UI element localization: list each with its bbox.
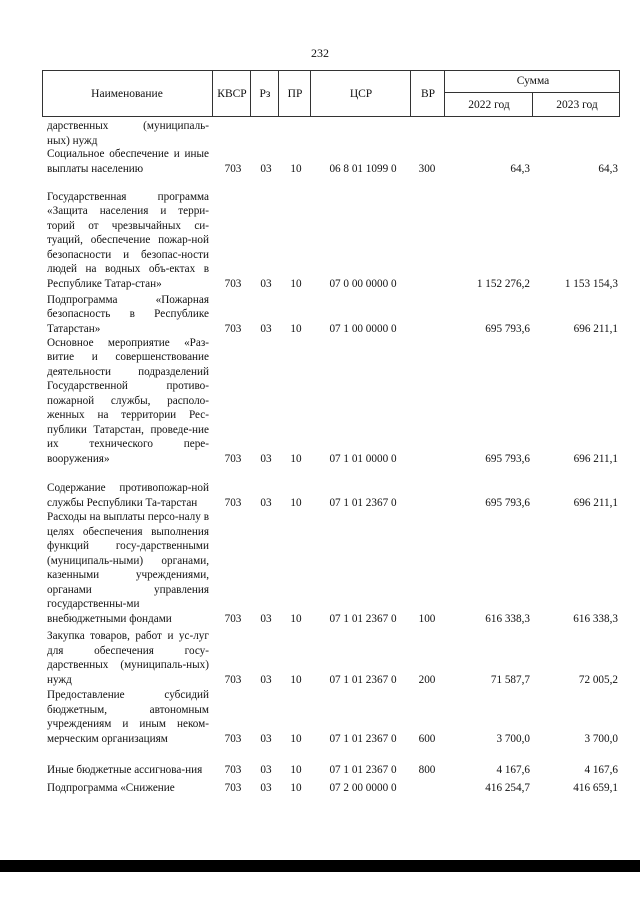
- cell-rz: 03: [260, 763, 272, 776]
- cell-y2023: 696 211,1: [573, 452, 618, 465]
- table-row: [0, 468, 640, 510]
- cell-y2023: 616 338,3: [573, 612, 618, 625]
- header-rz: Рз: [250, 70, 279, 117]
- cell-csr: 07 0 00 0000 0: [329, 277, 397, 290]
- cell-pr: 10: [290, 322, 302, 335]
- cell-pr: 10: [290, 781, 302, 794]
- cell-csr: 07 1 01 2367 0: [329, 673, 397, 686]
- header-csr: ЦСР: [310, 70, 411, 117]
- table-row: [0, 777, 640, 795]
- scan-bottom-border: [0, 860, 640, 872]
- page-number: 232: [311, 46, 329, 60]
- cell-pr: 10: [290, 162, 302, 175]
- carry-over-line: дарственных (муниципаль-: [47, 120, 209, 132]
- cell-pr: 10: [290, 277, 302, 290]
- cell-csr: 07 1 01 2367 0: [329, 763, 397, 776]
- cell-y2022: 71 587,7: [490, 673, 530, 686]
- row-name: Государственная программа «Защита населения и терри-торий от чрезвычайных си-туаций, обеспечение пожар-ной безопасности и безопас-ности людей на водных объ-ектах в Республике Татар-стан»: [47, 190, 209, 290]
- cell-rz: 03: [260, 277, 272, 290]
- cell-rz: 03: [260, 322, 272, 335]
- cell-y2023: 4 167,6: [584, 763, 618, 776]
- cell-kvsr: 703: [224, 673, 242, 686]
- header-pr: ПР: [278, 70, 311, 117]
- cell-pr: 10: [290, 732, 302, 745]
- cell-kvsr: 703: [224, 322, 242, 335]
- cell-y2023: 1 153 154,3: [564, 277, 618, 290]
- cell-pr: 10: [290, 673, 302, 686]
- cell-y2023: 416 659,1: [573, 781, 618, 794]
- table-row: [0, 749, 640, 777]
- cell-csr: 07 1 00 0000 0: [329, 322, 397, 335]
- cell-kvsr: 703: [224, 763, 242, 776]
- cell-rz: 03: [260, 781, 272, 794]
- row-name: Основное мероприятие «Раз-витие и совершенствование деятельности подразделений Государственной противо-пожарной службы, располо-женных на территории Рес-публики Татарстан, проведе-ние их технического пере-вооружения»: [47, 336, 209, 465]
- cell-rz: 03: [260, 612, 272, 625]
- cell-y2023: 696 211,1: [573, 322, 618, 335]
- cell-kvsr: 703: [224, 612, 242, 625]
- cell-y2022: 416 254,7: [485, 781, 530, 794]
- cell-rz: 03: [260, 162, 272, 175]
- cell-vr: 300: [418, 162, 436, 175]
- table-row: [0, 629, 640, 687]
- row-name: Расходы на выплаты персо-налу в целях обеспечения выполнения функций госу-дарственными (муниципаль-ными) органами, казенными учреждениями, органами управления государственны-ми внебюджетными фондами: [47, 511, 209, 625]
- table-row: [0, 338, 640, 466]
- cell-rz: 03: [260, 732, 272, 745]
- header-name: Наименование: [91, 87, 163, 100]
- header-vr: ВР: [410, 70, 445, 117]
- cell-rz: 03: [260, 452, 272, 465]
- cell-y2023: 3 700,0: [584, 732, 618, 745]
- cell-rz: 03: [260, 673, 272, 686]
- cell-rz: 03: [260, 496, 272, 509]
- table-row: [0, 690, 640, 746]
- cell-csr: 07 1 01 0000 0: [329, 452, 397, 465]
- cell-csr: 06 8 01 1099 0: [329, 162, 397, 175]
- header-sum: Сумма: [444, 70, 621, 92]
- table-row: [0, 293, 640, 336]
- cell-pr: 10: [290, 612, 302, 625]
- table-row: [0, 143, 640, 176]
- cell-csr: 07 1 01 2367 0: [329, 612, 397, 625]
- table-row: [0, 181, 640, 291]
- cell-y2022: 695 793,6: [485, 496, 530, 509]
- cell-y2022: 616 338,3: [485, 612, 530, 625]
- cell-kvsr: 703: [224, 452, 242, 465]
- table-row: [0, 513, 640, 626]
- cell-csr: 07 1 01 2367 0: [329, 496, 397, 509]
- cell-pr: 10: [290, 452, 302, 465]
- cell-y2023: 64,3: [598, 162, 618, 175]
- row-name: Социальное обеспечение и иные выплаты населению: [47, 148, 209, 175]
- row-name: Иные бюджетные ассигнова-ния: [47, 763, 203, 776]
- cell-y2022: 1 152 276,2: [476, 277, 530, 290]
- cell-kvsr: 703: [224, 277, 242, 290]
- header-year-2023: 2023 год: [532, 92, 621, 117]
- cell-y2022: 64,3: [510, 162, 530, 175]
- header-year-2022: 2022 год: [444, 92, 533, 117]
- row-name: Подпрограмма «Пожарная безопасность в Республике Татарстан»: [47, 293, 209, 335]
- cell-vr: 800: [418, 763, 436, 776]
- cell-kvsr: 703: [224, 496, 242, 509]
- row-name: Предоставление субсидий бюджетным, автономным учреждениям и иным неком-мерческим организациям: [47, 689, 209, 745]
- cell-kvsr: 703: [224, 781, 242, 794]
- cell-csr: 07 2 00 0000 0: [329, 781, 397, 794]
- cell-vr: 200: [418, 673, 436, 686]
- cell-y2023: 696 211,1: [573, 496, 618, 509]
- cell-y2022: 3 700,0: [496, 732, 530, 745]
- cell-y2023: 72 005,2: [578, 673, 618, 686]
- cell-y2022: 4 167,6: [496, 763, 530, 776]
- cell-pr: 10: [290, 496, 302, 509]
- row-name: Закупка товаров, работ и ус-луг для обеспечения госу-дарственных (муниципаль-ных) нужд: [47, 630, 209, 686]
- header-kvsr: КВСР: [212, 70, 251, 117]
- cell-y2022: 695 793,6: [485, 322, 530, 335]
- carry-over-line: ных) нужд: [47, 134, 98, 147]
- cell-csr: 07 1 01 2367 0: [329, 732, 397, 745]
- cell-kvsr: 703: [224, 162, 242, 175]
- cell-pr: 10: [290, 763, 302, 776]
- cell-vr: 100: [418, 612, 436, 625]
- cell-vr: 600: [418, 732, 436, 745]
- row-name: Содержание противопожар-ной службы Республики Та-тарстан: [47, 482, 209, 509]
- cell-kvsr: 703: [224, 732, 242, 745]
- row-name: Подпрограмма «Снижение: [47, 781, 175, 794]
- cell-y2022: 695 793,6: [485, 452, 530, 465]
